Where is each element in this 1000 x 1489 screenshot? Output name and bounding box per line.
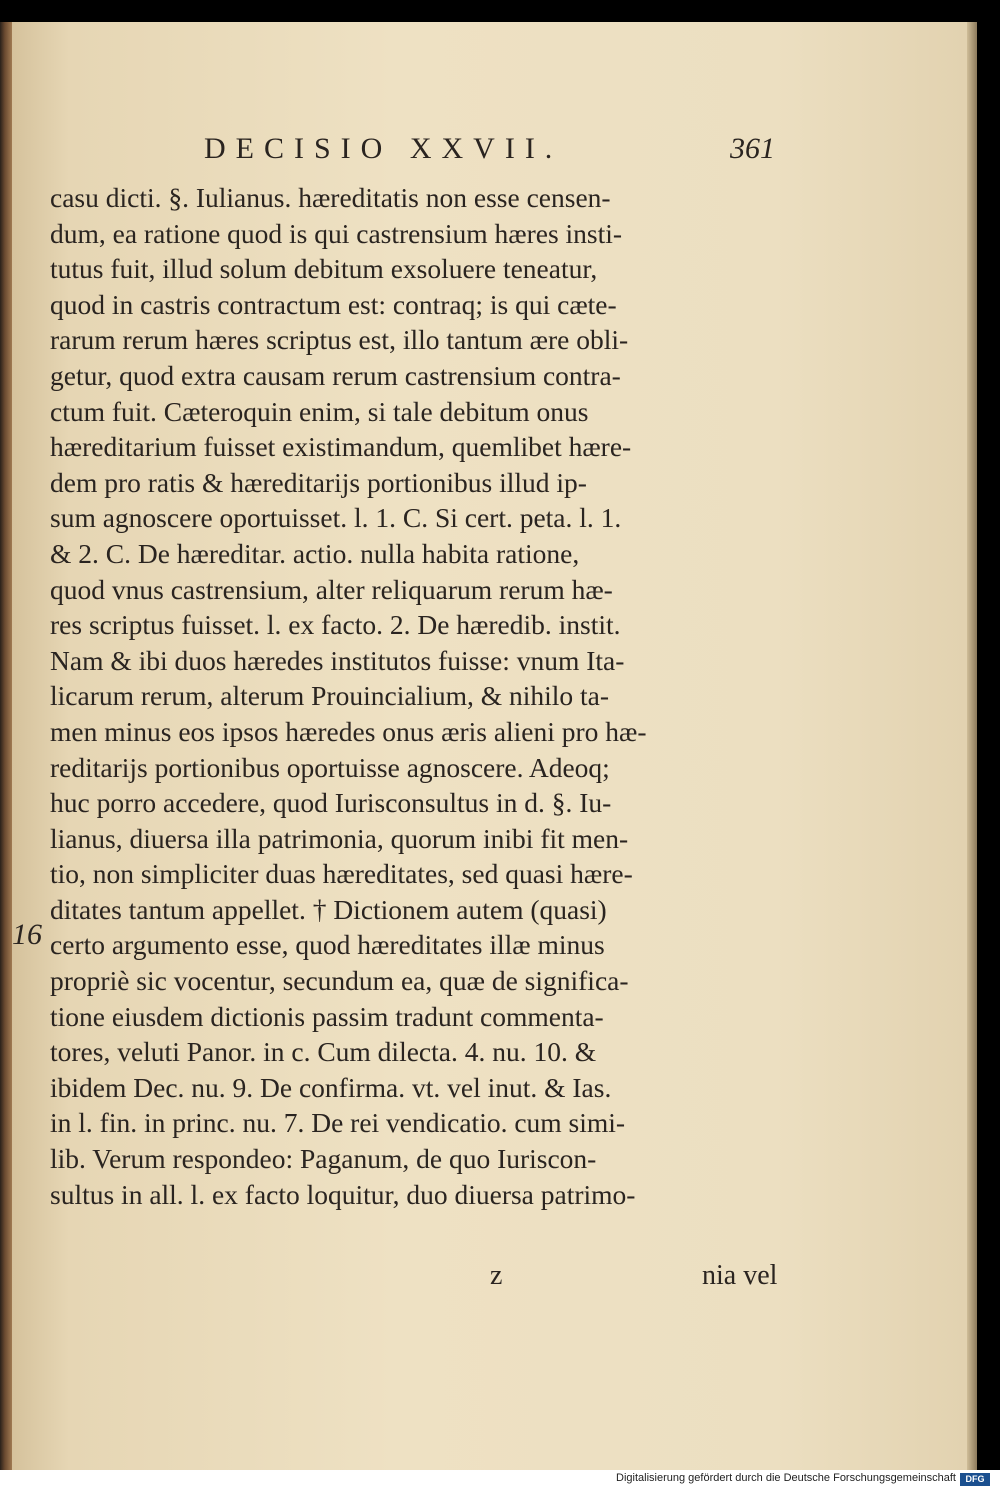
catchword: nia vel (702, 1260, 778, 1291)
margin-note: 16 (12, 918, 42, 951)
text-line: casu dicti. §. Iulianus. hæreditatis non esse censen- (50, 182, 611, 213)
book-spine (0, 22, 12, 1470)
text-line: licarum rerum, alterum Prouincialium, & nihilo ta- (50, 680, 610, 712)
funding-credit: Digitalisierung gefördert durch die Deutsche Forschungsgemeinschaft (616, 1472, 956, 1484)
text-line: & 2. C. De hæreditar. actio. nulla habita ratione, (50, 537, 580, 569)
page-footer (12, 1260, 967, 1300)
text-line: lianus, diuersa illa patrimonia, quorum inibi fit men- (50, 822, 629, 854)
page-number: 361 (730, 132, 775, 165)
text-line: sultus in all. l. ex facto loquitur, duo diuersa patrimo- (50, 1178, 636, 1210)
text-line: tores, veluti Panor. in c. Cum dilecta. 4. nu. 10. & (50, 1036, 597, 1068)
text-line: sum agnoscere oportuisset. l. 1. C. Si cert. peta. l. 1. (50, 502, 622, 534)
text-line: rarum rerum hæres scriptus est, illo tantum ære obli- (50, 324, 629, 356)
text-line: tio, non simpliciter duas hæreditates, sed quasi hære- (50, 858, 633, 890)
text-line: huc porro accedere, quod Iurisconsultus in d. §. Iu- (50, 787, 612, 819)
text-line: lib. Verum respondeo: Paganum, de quo Iuriscon- (50, 1143, 597, 1175)
text-line: certo argumento esse, quod hæreditates illæ minus (50, 929, 605, 961)
text-line: quod in castris contractum est: contraq; is qui cæte- (50, 288, 617, 320)
text-line: dum, ea ratione quod is qui castrensium hæres insti- (50, 217, 623, 249)
text-line: ctum fuit. Cæteroquin enim, si tale debitum onus (50, 395, 589, 427)
text-line: in l. fin. in princ. nu. 7. De rei vendicatio. cum simi- (50, 1107, 626, 1139)
text-line: ditates tantum appellet. † Dictionem autem (quasi) (50, 893, 607, 925)
text-line: men minus eos ipsos hæredes onus æris alieni pro hæ- (50, 715, 647, 747)
text-line: ibidem Dec. nu. 9. De confirma. vt. vel inut. & Ias. (50, 1071, 612, 1103)
running-title: DECISIO XXVII. (204, 132, 563, 165)
page-edge (967, 22, 977, 1472)
dfg-logo: DFG (960, 1473, 990, 1486)
text-line: propriè sic vocentur, secundum ea, quæ de significa- (50, 965, 629, 997)
text-line: res scriptus fuisset. l. ex facto. 2. De hæredib. instit. (50, 609, 621, 641)
book-page (12, 22, 967, 1472)
text-line: dem pro ratis & hæreditarijs portionibus illud ip- (50, 466, 587, 498)
signature-mark: z (490, 1260, 503, 1291)
text-line: getur, quod extra causam rerum castrensium contra- (50, 359, 621, 391)
text-line: Nam & ibi duos hæredes institutos fuisse: vnum Ita- (50, 644, 625, 676)
credit-bar (0, 1470, 1000, 1489)
text-line: hæreditarium fuisset existimandum, quemlibet hære- (50, 431, 632, 463)
text-line: tutus fuit, illud solum debitum exsoluere teneatur, (50, 253, 598, 285)
page-header (12, 132, 967, 172)
text-line: tione eiusdem dictionis passim tradunt commenta- (50, 1000, 604, 1032)
body-text (50, 180, 820, 1212)
text-line: reditarijs portionibus oportuisse agnoscere. Adeoq; (50, 751, 610, 783)
text-line: quod vnus castrensium, alter reliquarum rerum hæ- (50, 573, 613, 605)
